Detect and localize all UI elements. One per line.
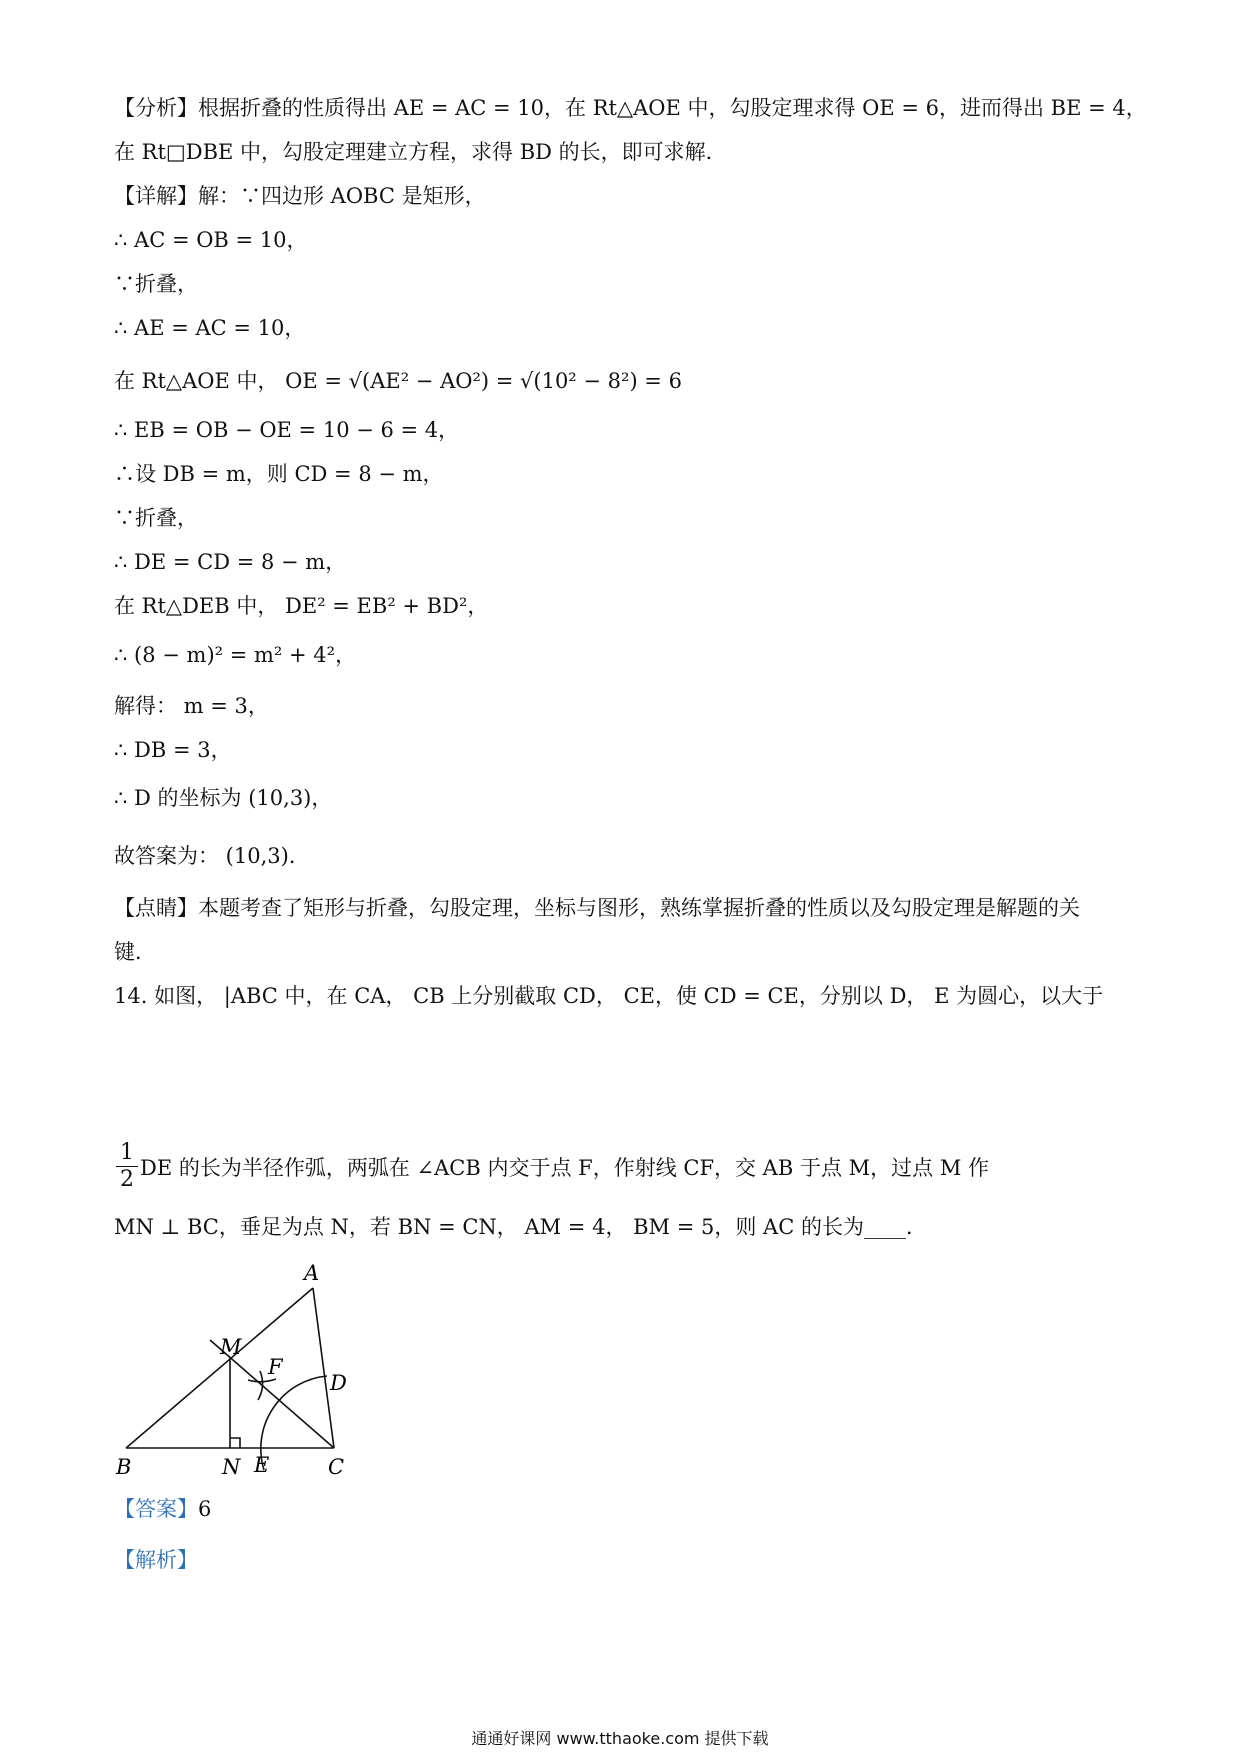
- segment-ab: [126, 1288, 313, 1448]
- line-0: 【分析】根据折叠的性质得出 AE = AC = 10，在 Rt△AOE 中，勾股定理求得 OE = 6，进而得出 BE = 4，: [114, 96, 1147, 120]
- geometry-figure: [108, 1258, 368, 1478]
- problem-line-2: DE 的长为半径作弧，两弧在 ∠ACB 内交于点 F，作射线 CF，交 AB 于点 M，过点 M 作: [140, 1156, 989, 1180]
- line-1: 在 Rt□DBE 中，勾股定理建立方程，求得 BD 的长，即可求解．: [114, 140, 727, 164]
- line-5: ∴ AE = AC = 10，: [114, 316, 306, 340]
- line-7: ∴ EB = OB − OE = 10 − 6 = 4，: [114, 418, 460, 442]
- label-n: N: [222, 1455, 241, 1478]
- label-c: C: [328, 1455, 345, 1478]
- line-19: 14. 如图， |ABC 中，在 CA， CB 上分别截取 CD， CE，使 CD = CE，分别以 D， E 为圆心，以大于: [114, 984, 1104, 1008]
- segment-ac: [313, 1288, 334, 1448]
- arc-de: [261, 1376, 327, 1470]
- line-8: ∴设 DB = m，则 CD = 8 − m，: [114, 462, 444, 486]
- line-11: 在 Rt△DEB 中， DE² = EB² + BD²，: [114, 594, 489, 618]
- right-angle-mark: [230, 1438, 240, 1448]
- line-12: ∴ (8 − m)² = m² + 4²，: [114, 643, 357, 667]
- line-15: ∴ D 的坐标为 (10,3)，: [114, 786, 333, 810]
- label-a: A: [304, 1261, 320, 1285]
- line-10: ∴ DE = CD = 8 − m，: [114, 550, 347, 574]
- line-16: 故答案为： (10,3)．: [114, 844, 310, 868]
- label-e: E: [254, 1453, 270, 1477]
- line-17: 【点睛】本题考查了矩形与折叠，勾股定理，坐标与图形，熟练掌握折叠的性质以及勾股定理是解题的关: [114, 896, 1080, 920]
- answer-line: [114, 1494, 211, 1524]
- line-2: 【详解】解：∵四边形 AOBC 是矩形，: [114, 184, 486, 208]
- label-d: D: [330, 1371, 347, 1395]
- answer-label: 【答案】: [114, 1497, 198, 1521]
- arc-f-1: [258, 1371, 263, 1400]
- analysis-label: 【解析】: [114, 1548, 198, 1572]
- line-3: ∴ AC = OB = 10，: [114, 228, 308, 252]
- label-f: F: [268, 1355, 283, 1379]
- line-9: ∵折叠，: [114, 506, 198, 530]
- line-13: 解得： m = 3，: [114, 694, 269, 718]
- line-6: 在 Rt△AOE 中， OE = √(AE² − AO²) = √(10² − 8²) = 6: [114, 369, 682, 393]
- problem-line-3: MN ⊥ BC，垂足为点 N，若 BN = CN， AM = 4， BM = 5，则 AC 的长为____．: [114, 1215, 927, 1239]
- one-half-fraction: [116, 1140, 138, 1193]
- fraction-denominator: 2: [120, 1167, 134, 1192]
- label-b: B: [116, 1455, 132, 1478]
- line-14: ∴ DB = 3，: [114, 738, 232, 762]
- line-18: 键．: [114, 940, 156, 964]
- page-footer: 通通好课网 www.tthaoke.com 提供下载: [471, 1729, 769, 1748]
- fraction-numerator: 1: [116, 1140, 138, 1167]
- label-m: M: [220, 1335, 242, 1359]
- line-4: ∵折叠，: [114, 272, 198, 296]
- answer-value: 6: [198, 1497, 212, 1521]
